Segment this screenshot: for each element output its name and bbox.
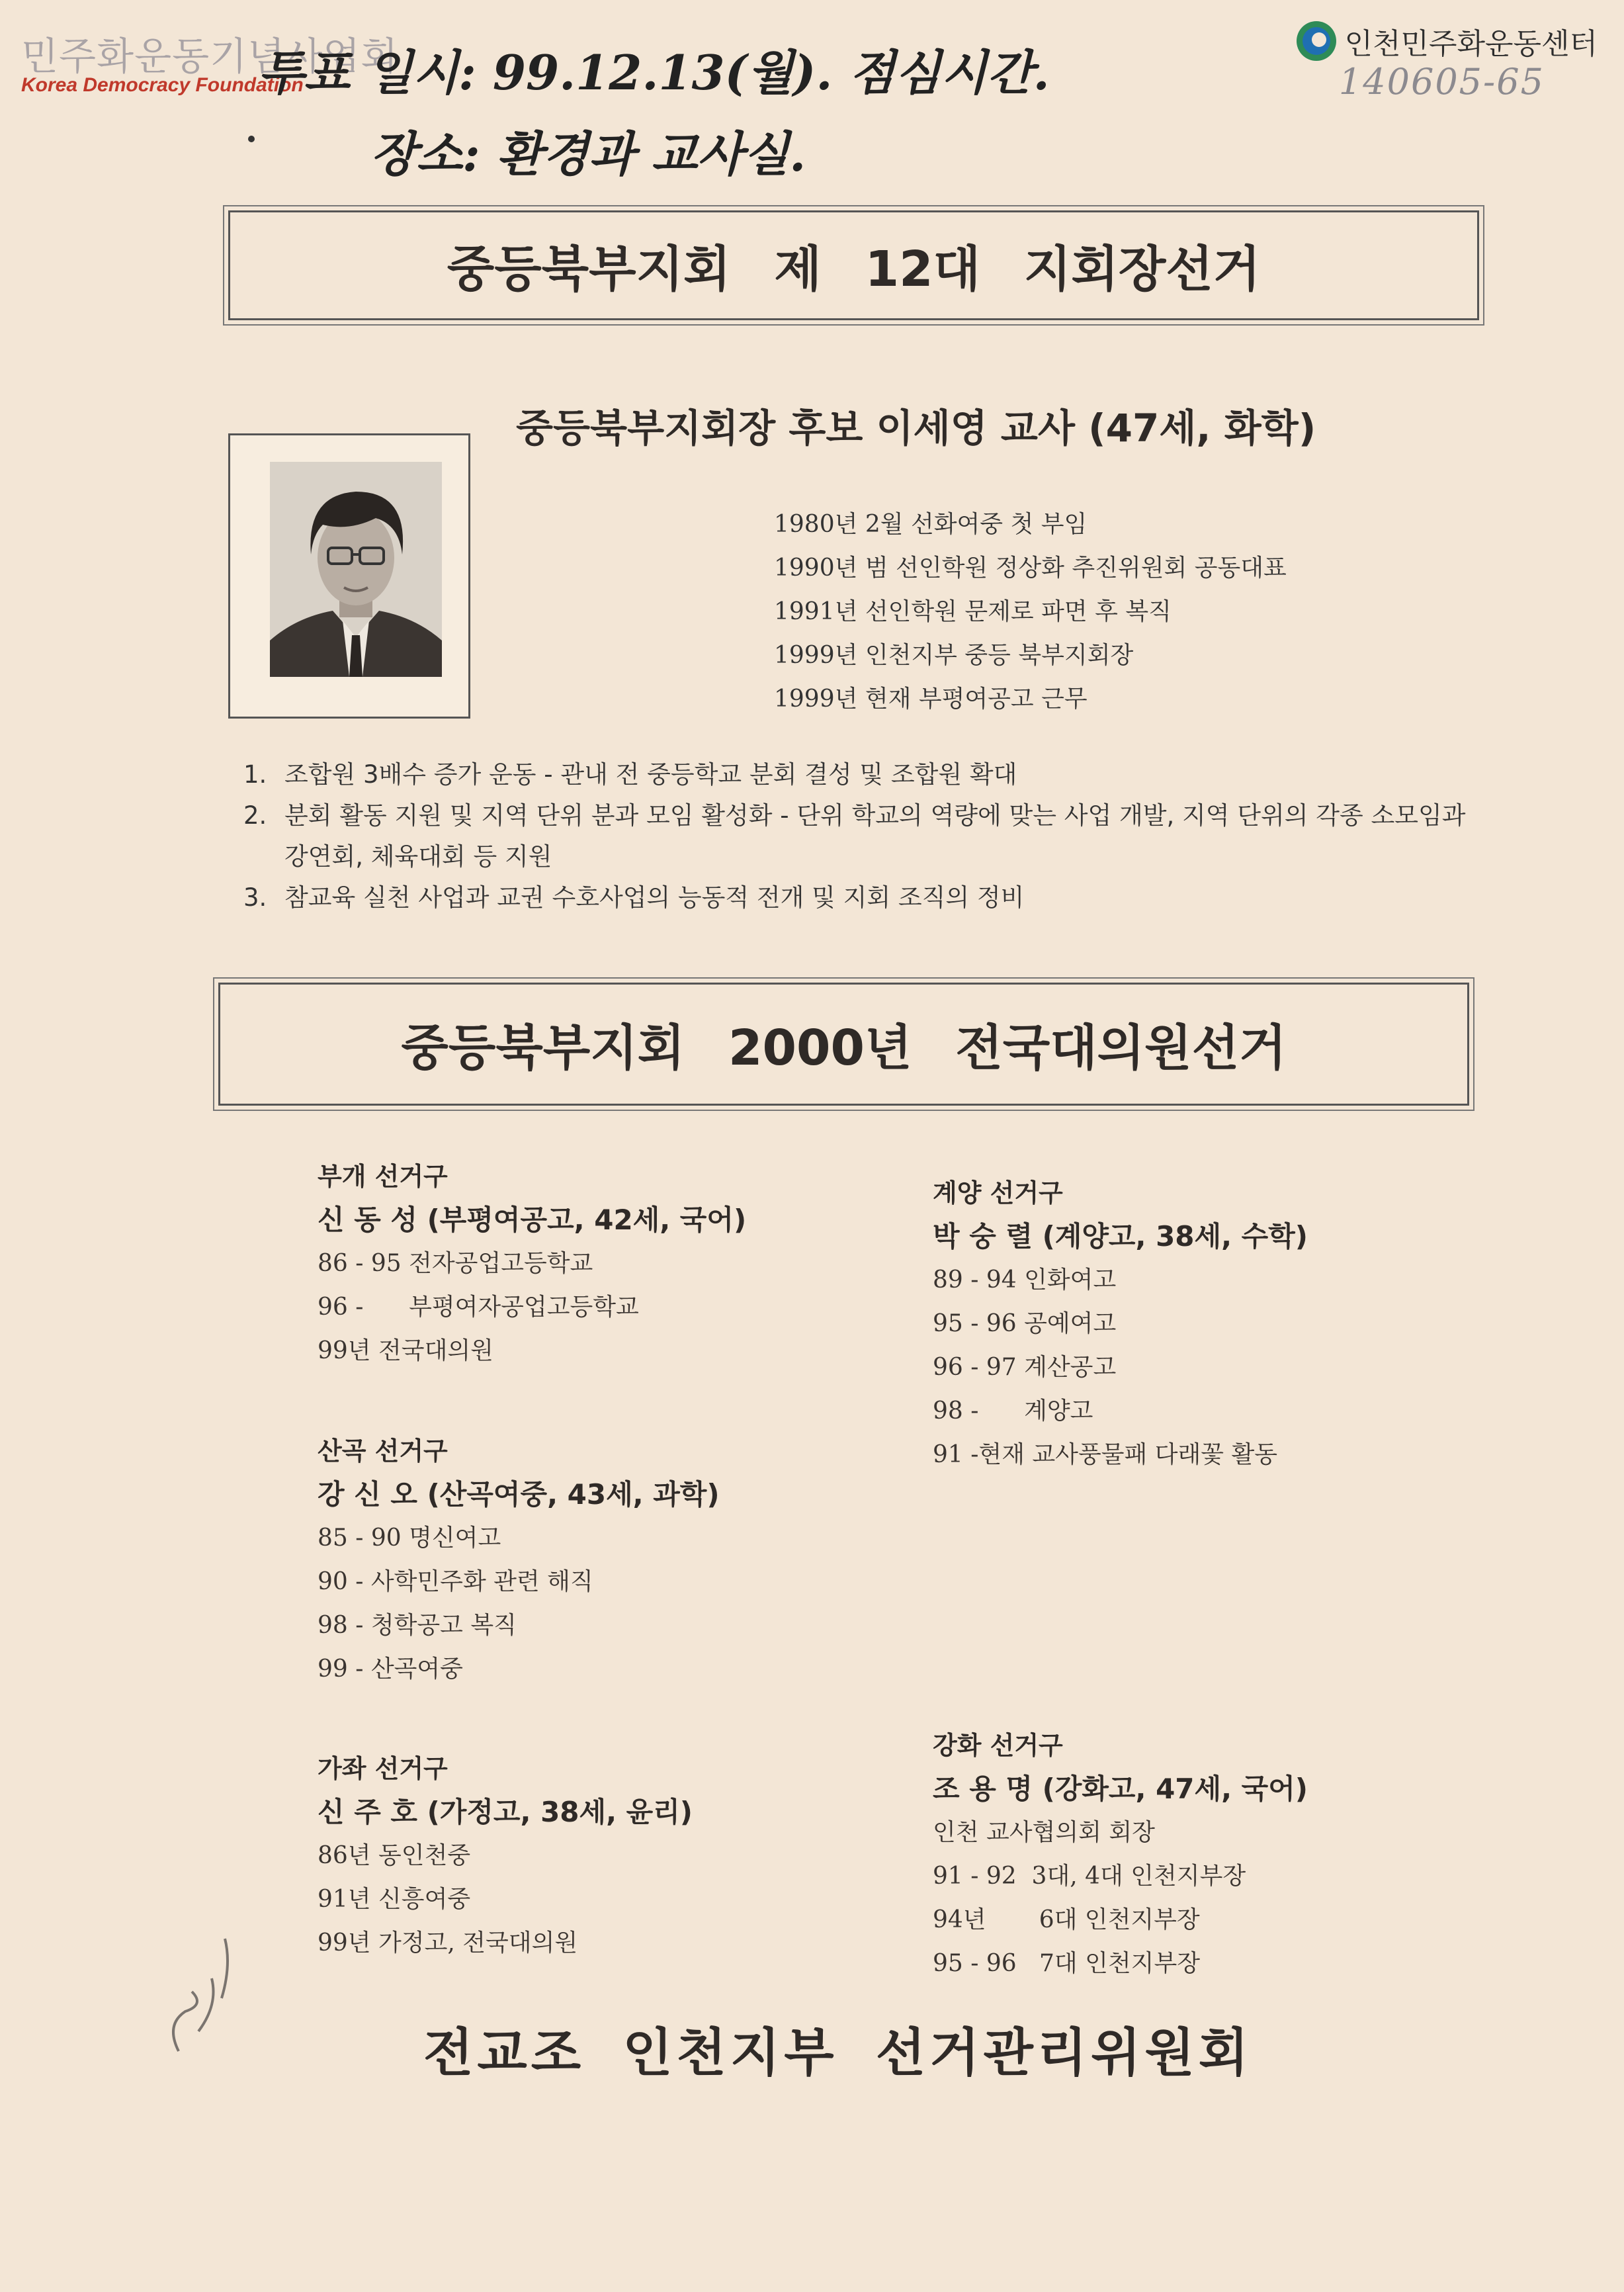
history-item: 96 - 97 계산공고 xyxy=(933,1354,1117,1381)
history-item: 인천 교사협의회 회장 xyxy=(933,1819,1155,1846)
career-item: 1991년 선인학원 문제로 파면 후 복직 xyxy=(774,598,1172,625)
pledge-number: 1. xyxy=(243,760,267,789)
district-sangok xyxy=(318,1429,720,1691)
archive-logo xyxy=(1295,20,1598,62)
career-item: 1999년 현재 부평여공고 근무 xyxy=(774,685,1088,713)
footer-committee: 전교조 인천지부 선거관리위원회 xyxy=(423,2023,1253,2083)
candidate-name: 강 신 오 (산곡여중, 43세, 과학) xyxy=(318,1478,720,1511)
district-title: 산곡 선거구 xyxy=(318,1436,448,1466)
handwritten-location: 장소: 환경과 교사실. xyxy=(370,126,806,182)
center-logo-icon xyxy=(1295,20,1338,62)
history-item: 94년 6대 인천지부장 xyxy=(933,1906,1200,1933)
history-item: 86 - 95 전자공업고등학교 xyxy=(318,1250,593,1277)
handwritten-vote-date: 투표 일시: 99.12.13(월). 점심시간. xyxy=(258,44,1050,101)
history-item: 98 - 계양고 xyxy=(933,1397,1093,1425)
history-item: 91년 신흥여중 xyxy=(318,1886,471,1913)
district-title: 가좌 선거구 xyxy=(318,1754,448,1783)
pledge-number: 3. xyxy=(243,883,267,912)
pledge-item xyxy=(243,877,1480,918)
candidate-career-list xyxy=(774,503,1287,721)
history-item: 85 - 90 명신여고 xyxy=(318,1524,501,1552)
archive-logo-text: 인천민주화운동센터 xyxy=(1344,27,1598,61)
candidate-photo xyxy=(270,462,442,677)
district-gajwa xyxy=(318,1747,693,1965)
margin-scribble xyxy=(159,1925,251,2058)
history-item: 99년 전국대의원 xyxy=(318,1337,493,1364)
pledge-text: 참교육 실천 사업과 교권 수호사업의 능동적 전개 및 지회 조직의 정비 xyxy=(284,883,1025,912)
history-item: 99년 가정고, 전국대의원 xyxy=(318,1929,578,1957)
pledge-text: 분회 활동 지원 및 지역 단위 분과 모임 활성화 - 단위 학교의 역량에 맞는 사업 개발, 지역 단위의 각종 소모임과 강연회, 체육대회 등 지원 xyxy=(284,801,1466,871)
district-gyeyang xyxy=(933,1171,1308,1477)
history-item: 89 - 94 인화여고 xyxy=(933,1266,1117,1294)
district-ganghwa xyxy=(933,1724,1308,1986)
history-item: 95 - 96 7대 인천지부장 xyxy=(933,1950,1201,1977)
watermark-english: Korea Democracy Foundation xyxy=(21,74,304,96)
bullet-dot xyxy=(248,136,255,142)
candidate-name: 신 동 성 (부평여공고, 42세, 국어) xyxy=(318,1204,747,1236)
history-item: 90 - 사학민주화 관련 해직 xyxy=(318,1568,593,1595)
district-title: 계양 선거구 xyxy=(933,1178,1063,1208)
candidate-name: 신 주 호 (가정고, 38세, 윤리) xyxy=(318,1796,693,1828)
history-item: 99 - 산곡여중 xyxy=(318,1655,463,1683)
candidate-name: 박 숭 렬 (계양고, 38세, 수학) xyxy=(933,1220,1308,1253)
history-item: 96 - 부평여자공업고등학교 xyxy=(318,1294,639,1321)
district-title: 부개 선거구 xyxy=(318,1162,448,1191)
candidate-title: 중등북부지회장 후보 이세영 교사 (47세, 화학) xyxy=(516,406,1316,451)
district-title: 강화 선거구 xyxy=(933,1731,1063,1760)
delegate-election-heading: 중등북부지회 2000년 전국대의원선거 xyxy=(218,983,1469,1106)
district-bugae xyxy=(318,1155,746,1373)
pledge-item xyxy=(243,754,1480,795)
history-item: 86년 동인천중 xyxy=(318,1842,471,1869)
career-item: 1980년 2월 선화여중 첫 부임 xyxy=(774,511,1088,538)
pledge-text: 조합원 3배수 증가 운동 - 관내 전 중등학교 분회 결성 및 조합원 확대 xyxy=(284,760,1017,789)
career-item: 1990년 범 선인학원 정상화 추진위원회 공동대표 xyxy=(774,554,1287,582)
history-item: 95 - 96 공예여고 xyxy=(933,1310,1117,1337)
history-item: 98 - 청학공고 복직 xyxy=(318,1612,517,1639)
candidate-name: 조 용 명 (강화고, 47세, 국어) xyxy=(933,1773,1308,1805)
candidate-photo-frame xyxy=(228,433,470,719)
pledge-item xyxy=(243,795,1480,877)
history-item: 91 -현재 교사풍물패 다래꽃 활동 xyxy=(933,1441,1278,1468)
career-item: 1999년 인천지부 중등 북부지회장 xyxy=(774,642,1134,669)
history-item: 91 - 92 3대, 4대 인천지부장 xyxy=(933,1863,1246,1890)
watermark-korean: 민주화운동기념사업회 xyxy=(21,34,399,79)
archive-doc-number: 140605-65 xyxy=(1338,61,1545,103)
pledge-number: 2. xyxy=(243,801,267,830)
chair-election-heading: 중등북부지회 제 12대 지회장선거 xyxy=(228,210,1479,320)
pledge-list xyxy=(243,754,1480,918)
